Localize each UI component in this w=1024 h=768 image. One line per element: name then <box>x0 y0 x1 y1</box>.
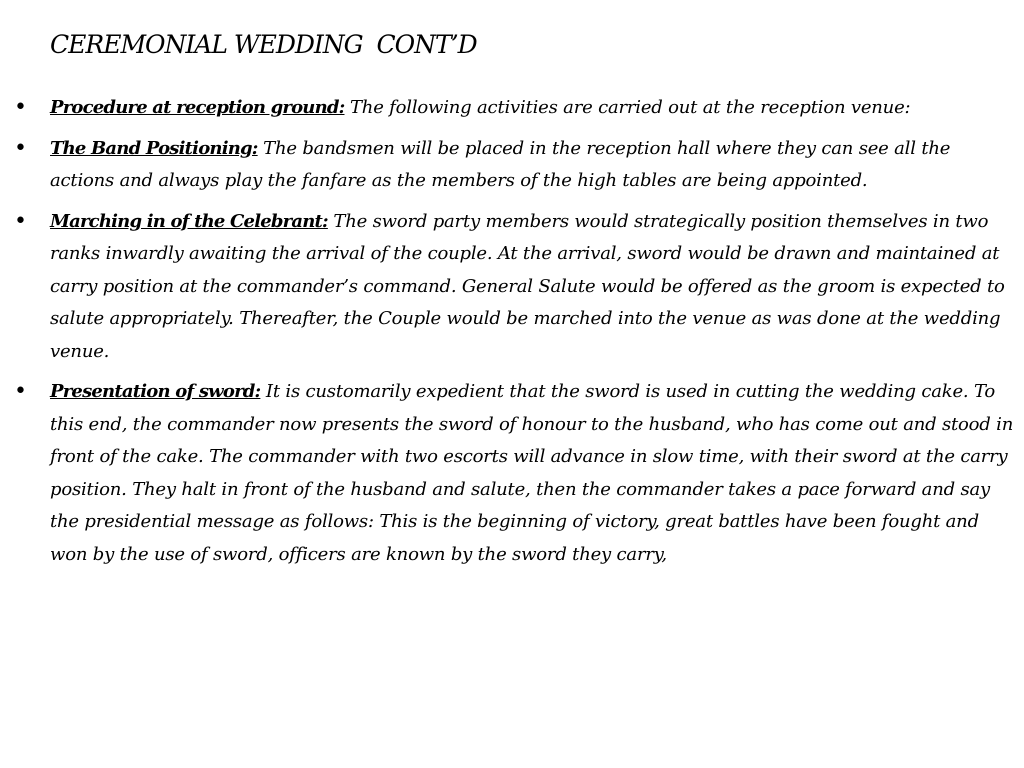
bullet-item-reception-ground <box>14 92 1014 125</box>
bullet-heading: Procedure at reception ground: <box>50 97 345 118</box>
bullet-icon: • <box>14 379 27 404</box>
bullet-text: The sword party members would strategically position themselves in two ranks inwardly awaiting the arrival of the couple. At the arrival, sword would be drawn and maintained at carry position at the commander’s command. General Salute would be offered as the groom is expected to salute appropriately. Thereafter, the Couple would be marched into the venue as was done at the wedding venue. <box>50 210 1005 362</box>
bullet-heading: The Band Positioning: <box>50 137 258 159</box>
bullet-icon: • <box>14 95 27 120</box>
bullet-item-marching-in <box>14 206 1014 369</box>
bullet-text: The following activities are carried out at the reception venue: <box>344 97 911 118</box>
bullet-heading: Presentation of sword: <box>50 381 261 402</box>
bullet-heading: Marching in of the Celebrant: <box>50 210 328 232</box>
bullet-list <box>14 92 1014 579</box>
slide-title: CEREMONIAL WEDDING CONT’D <box>50 30 477 59</box>
bullet-item-band-positioning <box>14 133 1014 198</box>
bullet-text: It is customarily expedient that the sword is used in cutting the wedding cake. To this end, the commander now presents the sword of honour to the husband, who has come out and stood in front of the cake. The commander with two escorts will advance in slow time, with their sword at the carry position. They halt in front of the husband and salute, then the commander takes a pace forward and say the presidential message as follows: This is the beginning of victory, great battles have been fought and won by the use of sword, officers are known by the sword they carry, <box>50 381 1014 565</box>
bullet-text: The bandsmen will be placed in the reception hall where they can see all the actions and always play the fanfare as the members of the high tables are being appointed. <box>50 137 951 191</box>
bullet-icon: • <box>14 135 27 161</box>
bullet-item-presentation-of-sword <box>14 376 1014 571</box>
bullet-icon: • <box>14 208 27 234</box>
